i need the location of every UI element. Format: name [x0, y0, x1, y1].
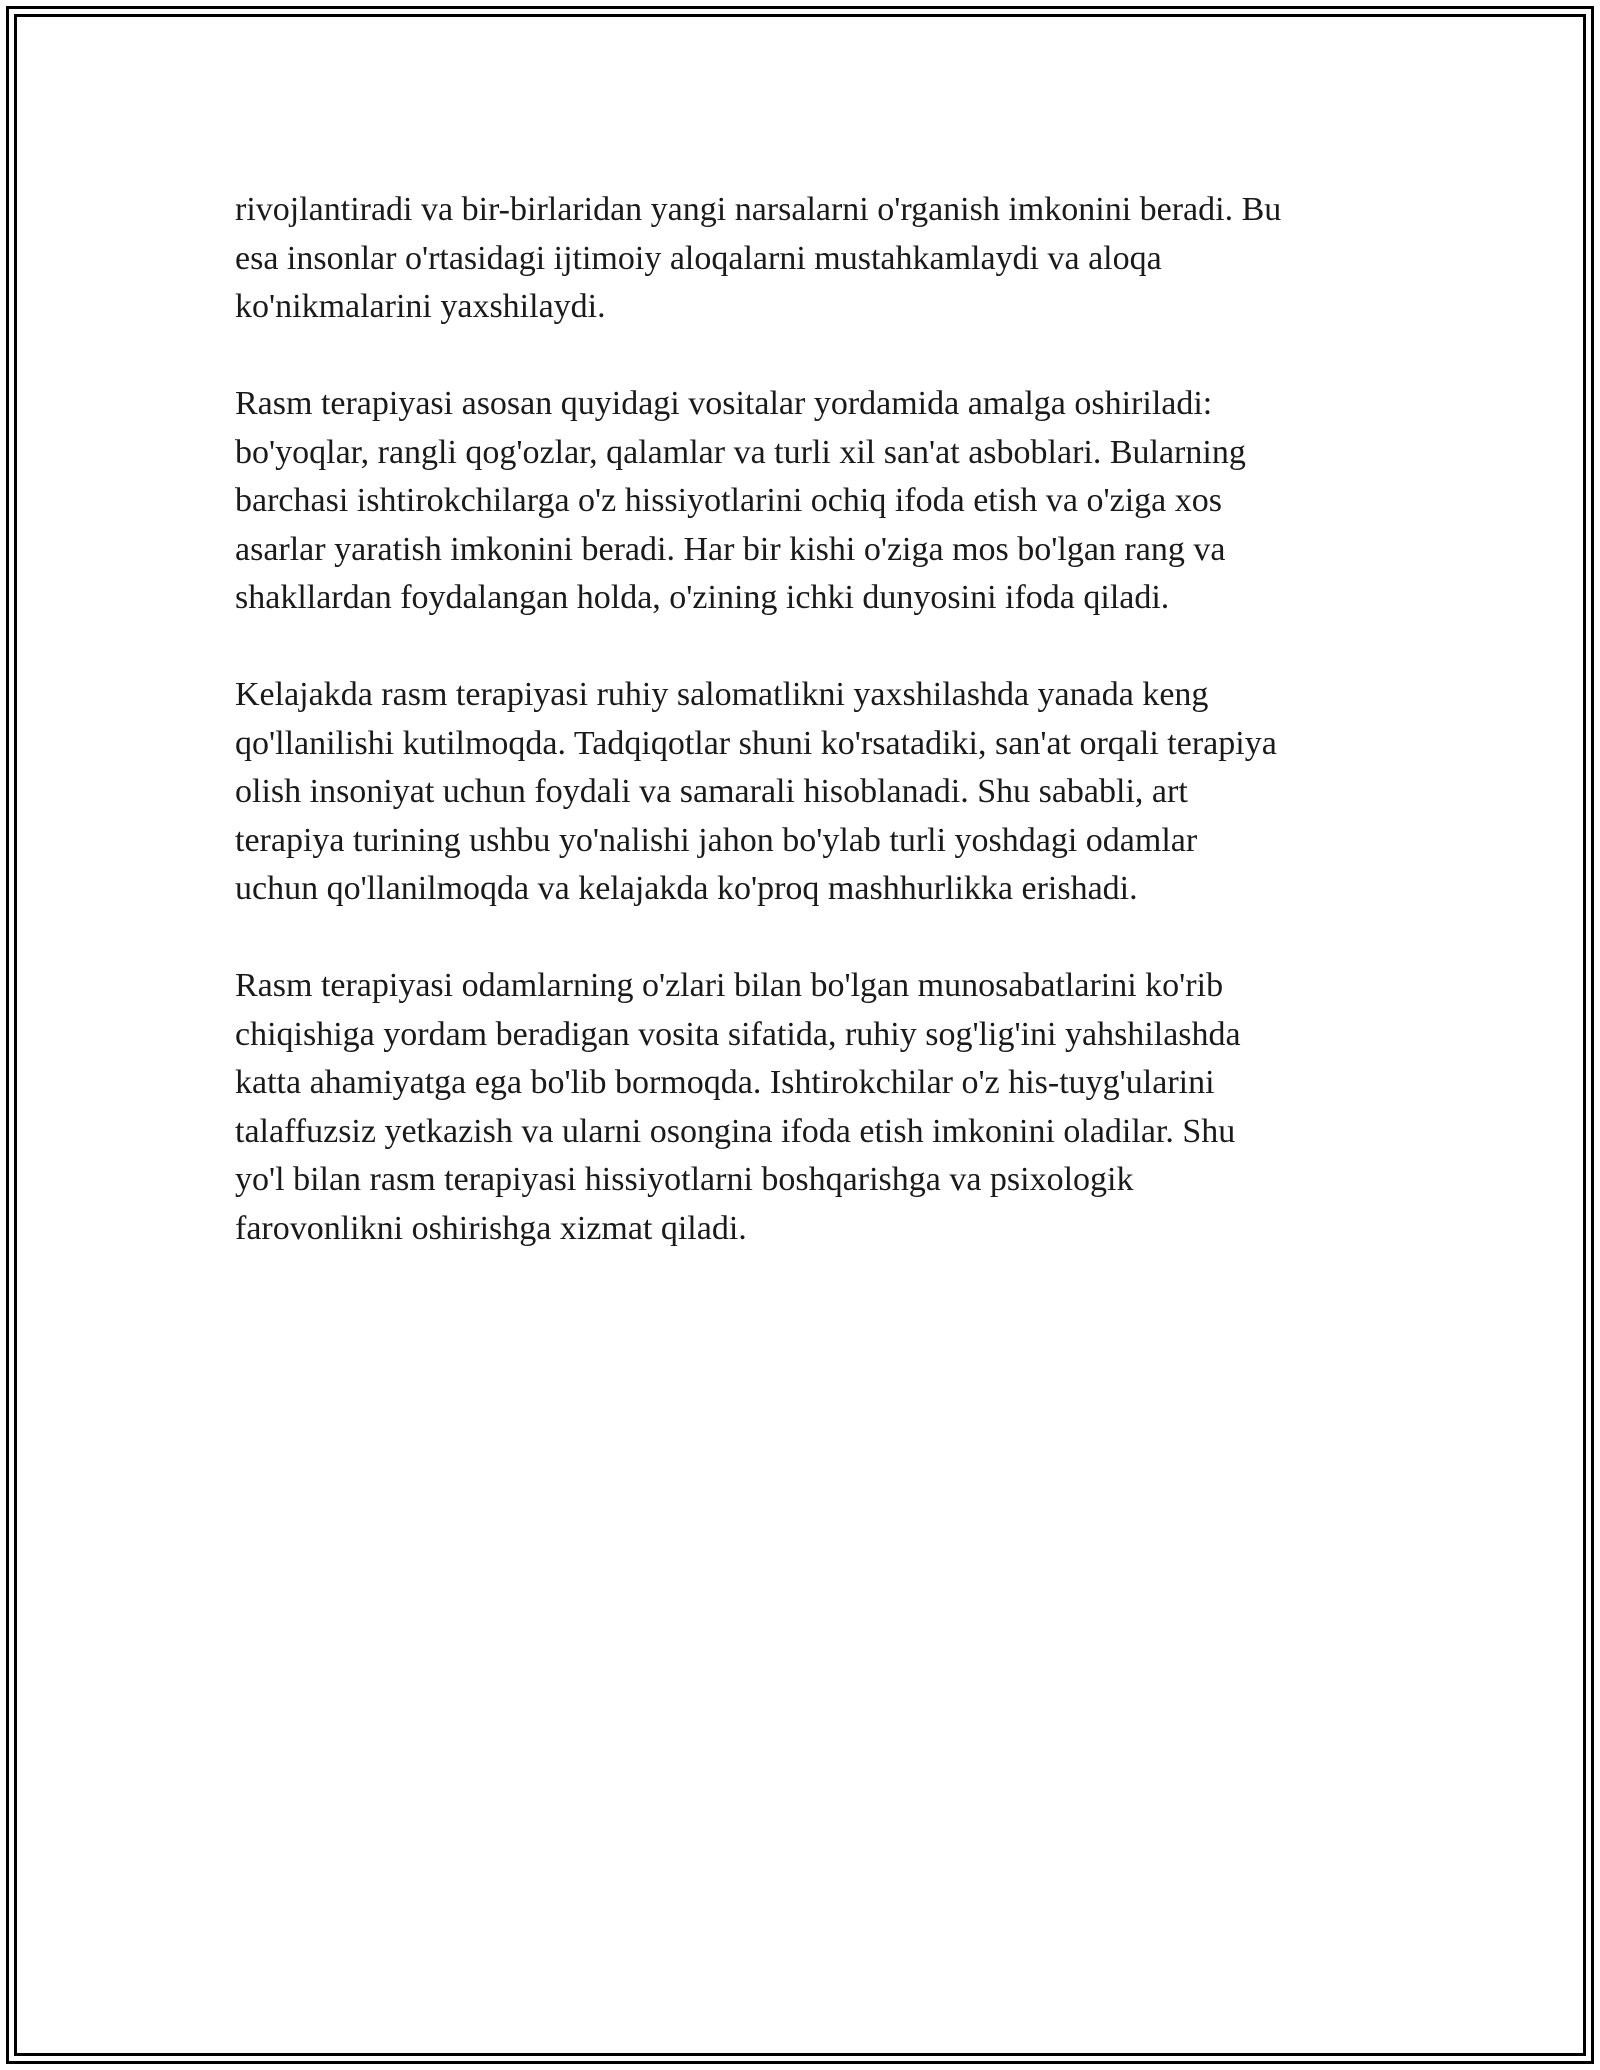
text-line: chiqishiga yordam beradigan vosita sifatida, ruhiy sog'lig'ini yahshilashda — [235, 1015, 1241, 1053]
text-line: shakllardan foydalangan holda, o'zining ichki dunyosini ifoda qiladi. — [235, 579, 1170, 616]
text-line: esa insonlar o'rtasidagi ijtimoiy aloqalarni mustahkamlaydi va aloqa — [235, 239, 1162, 277]
text-line: barchasi ishtirokchilarga o'z hissiyotlarini ochiq ifoda etish va o'ziga xos — [235, 482, 1222, 519]
text-line: asarlar yaratish imkonini beradi. Har bir kishi o'ziga mos bo'lgan rang va — [235, 530, 1226, 568]
text-line: ko'nikmalarini yaxshilaydi. — [235, 288, 606, 325]
text-line: Rasm terapiyasi odamlarning o'zlari bilan bo'lgan munosabatlarini ko'rib — [235, 967, 1224, 1004]
text-line: Rasm terapiyasi asosan quyidagi vositalar yordamida amalga oshiriladi: — [235, 385, 1213, 422]
paragraph-4 — [235, 962, 1375, 1253]
paragraph-1 — [235, 186, 1375, 332]
text-line: farovonlikni oshirishga xizmat qiladi. — [235, 1209, 747, 1247]
document-body — [235, 186, 1375, 1302]
text-line: talaffuzsiz yetkazish va ularni osongina ifoda etish imkonini oladilar. Shu — [235, 1112, 1236, 1150]
text-line: uchun qo'llanilmoqda va kelajakda ko'proq mashhurlikka erishadi. — [235, 870, 1138, 907]
text-line: katta ahamiyatga ega bo'lib bormoqda. Ishtirokchilar o'z his-tuyg'ularini — [235, 1064, 1215, 1101]
text-line: bo'yoqlar, rangli qog'ozlar, qalamlar va turli xil san'at asboblari. Bularning — [235, 433, 1246, 471]
text-line: terapiya turining ushbu yo'nalishi jahon bo'ylab turli yoshdagi odamlar — [235, 821, 1198, 859]
text-line: rivojlantiradi va bir-birlaridan yangi narsalarni o'rganish imkonini beradi. Bu — [235, 191, 1282, 228]
text-line: olish insoniyat uchun foydali va samarali hisoblanadi. Shu sababli, art — [235, 773, 1188, 810]
text-line: yo'l bilan rasm terapiyasi hissiyotlarni boshqarishga va psixologik — [235, 1161, 1134, 1198]
text-line: qo'llanilishi kutilmoqda. Tadqiqotlar shuni ko'rsatadiki, san'at orqali terapiya — [235, 724, 1277, 762]
paragraph-2 — [235, 380, 1375, 623]
paragraph-3 — [235, 671, 1375, 914]
text-line: Kelajakda rasm terapiyasi ruhiy salomatlikni yaxshilashda yanada keng — [235, 676, 1209, 713]
